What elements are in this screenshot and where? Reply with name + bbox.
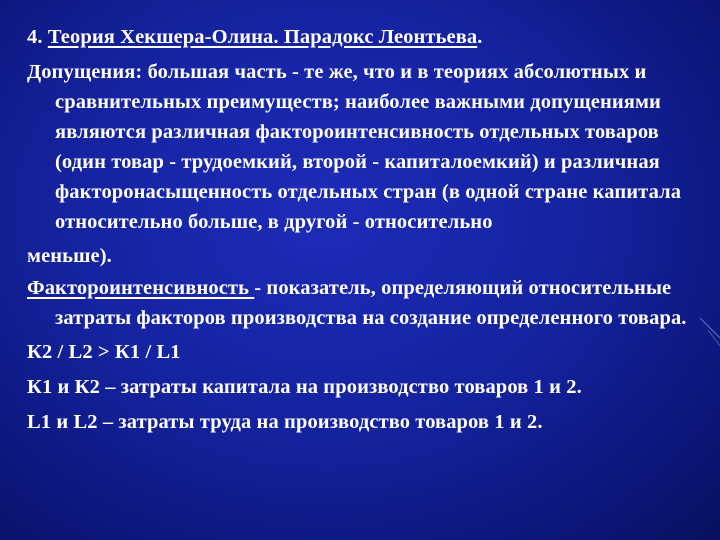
slide-title	[27, 22, 699, 52]
assumptions-text: Допущения: большая часть - те же, что и в теориях абсолютных и сравнительных преимуществ; наиболее важными допущениями являются различная фактороинтенсивность отдельных товаров (один товар - трудоемкий, второй - капиталоемкий) и различная факторонасыщенность отдельных стран (в одной стране капитала относительно больше, в другой - относительно	[27, 61, 682, 233]
slide-content	[27, 22, 699, 437]
assumptions-paragraph	[27, 57, 699, 271]
title-number: 4.	[27, 26, 43, 48]
labor-costs-line: L1 и L2 – затраты труда на производство товаров 1 и 2.	[27, 411, 543, 433]
decorative-line-bottom	[708, 330, 720, 346]
formula-line: К2 / L2 > К1 / L1	[27, 341, 181, 363]
title-end: .	[477, 26, 483, 48]
title-text: Теория Хекшера-Олина. Парадокс Леонтьева	[47, 26, 478, 48]
assumptions-last-line: меньше).	[27, 245, 112, 267]
definition-text: - показатель, определяющий относительные затраты факторов производства на создание определенного товара.	[55, 277, 687, 329]
decorative-line-top	[700, 318, 720, 338]
capital-costs-line: К1 и К2 – затраты капитала на производство товаров 1 и 2.	[27, 376, 582, 398]
definition-paragraph	[27, 273, 699, 333]
definition-term: Фактороинтенсивность	[27, 277, 255, 299]
